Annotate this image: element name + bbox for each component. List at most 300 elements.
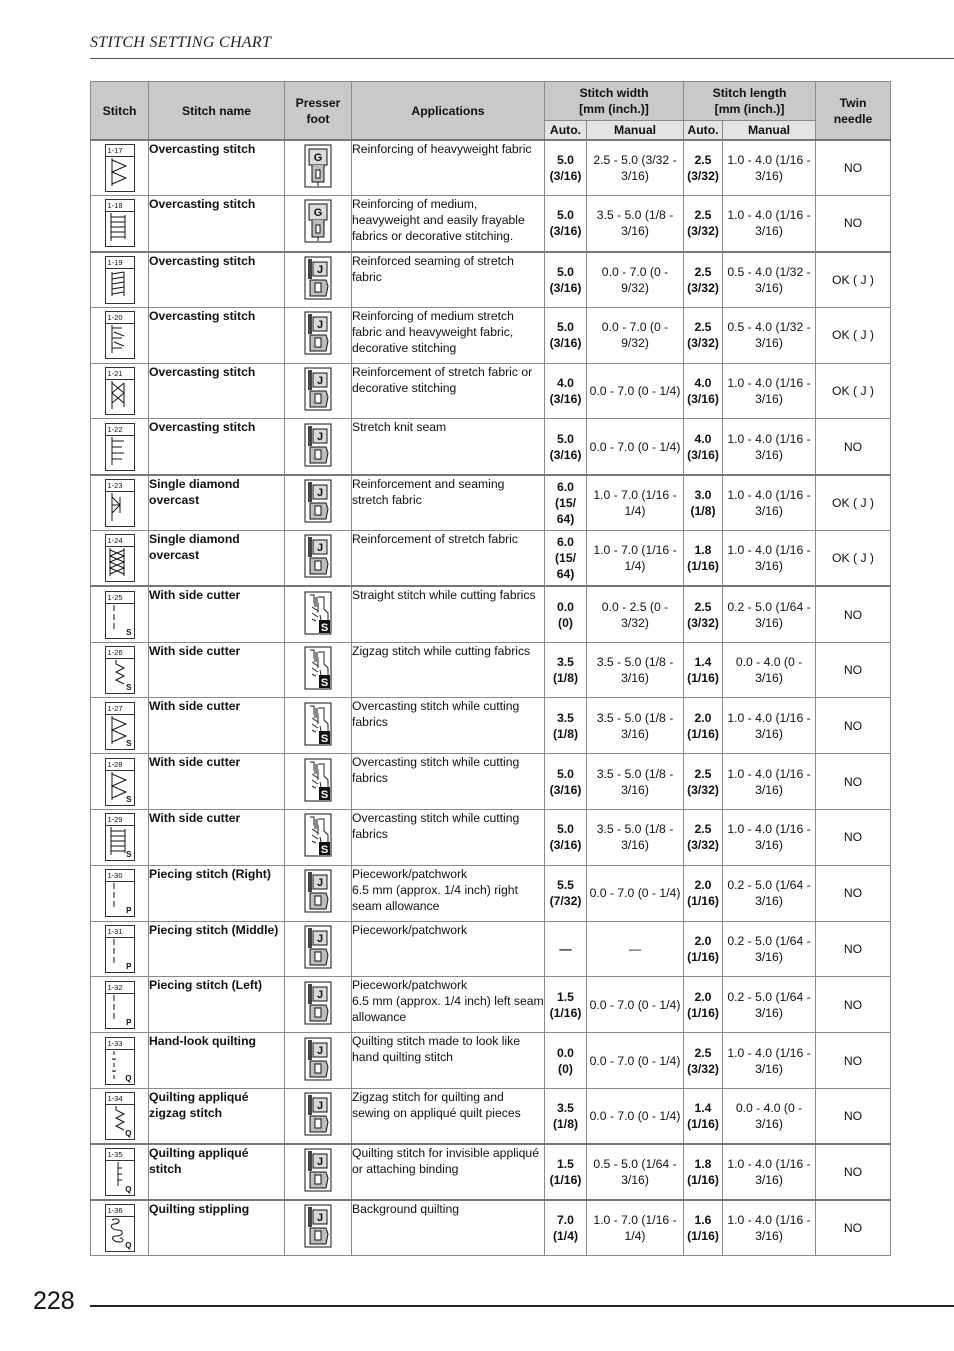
width-auto-value: 7.0 (1/4) — [545, 1200, 587, 1256]
stitch-suffix-letter: S — [126, 794, 132, 804]
stitch-suffix-letter: P — [126, 906, 132, 916]
svg-text:J: J — [316, 542, 324, 555]
table-row — [91, 586, 891, 642]
width-manual-value: 0.0 - 7.0 (0 - 1/4) — [587, 419, 684, 475]
length-manual-value: 1.0 - 4.0 (1/16 - 3/16) — [723, 531, 816, 587]
length-auto-value: 1.8 (1/16) — [684, 1144, 723, 1200]
svg-text:S: S — [320, 788, 329, 801]
stitch-code: 1-26 — [106, 647, 134, 659]
table-row — [91, 140, 891, 196]
table-row — [91, 865, 891, 921]
presser-foot-cell — [285, 865, 352, 921]
stitch-name: Piecing stitch (Middle) — [149, 921, 285, 977]
stitch-code: 1-32 — [106, 982, 134, 994]
width-auto-value: 6.0 (15/ 64) — [545, 531, 587, 587]
table-row — [91, 1144, 891, 1200]
width-auto-value: 6.0 (15/ 64) — [545, 475, 587, 531]
applications-text: Piecework/patchwork — [352, 921, 545, 977]
twin-needle-value: NO — [816, 586, 891, 642]
width-manual-value: 3.5 - 5.0 (1/8 - 3/16) — [587, 642, 684, 698]
stitch-pattern-icon — [105, 869, 135, 917]
length-manual-value: 1.0 - 4.0 (1/16 - 3/16) — [723, 1033, 816, 1089]
applications-text: Reinforcing of heavyweight fabric — [352, 140, 545, 196]
table-row — [91, 196, 891, 252]
presser-foot-cell — [285, 196, 352, 252]
length-auto-value: 2.0 (1/16) — [684, 698, 723, 754]
twin-needle-value: NO — [816, 1089, 891, 1145]
table-row — [91, 977, 891, 1033]
length-manual-value: 1.0 - 4.0 (1/16 - 3/16) — [723, 1200, 816, 1256]
presser-foot-cell — [285, 1033, 352, 1089]
applications-text: Overcasting stitch while cutting fabrics — [352, 810, 545, 866]
length-auto-value: 4.0 (3/16) — [684, 419, 723, 475]
table-row — [91, 307, 891, 363]
presser-foot-j-icon — [304, 869, 332, 913]
stitch-pattern-icon — [105, 591, 135, 639]
stitch-pattern-icon — [105, 925, 135, 973]
svg-text:G: G — [313, 207, 323, 220]
stitch-pattern-cell — [91, 977, 149, 1033]
twin-needle-value: OK ( J ) — [816, 531, 891, 587]
stitch-pattern-cell — [91, 1200, 149, 1256]
width-manual-value: 0.0 - 7.0 (0 - 1/4) — [587, 1089, 684, 1145]
width-manual-value: 3.5 - 5.0 (1/8 - 3/16) — [587, 810, 684, 866]
stitch-pattern-cell — [91, 475, 149, 531]
length-auto-value: 2.0 (1/16) — [684, 977, 723, 1033]
stitch-suffix-letter: Q — [125, 1129, 132, 1139]
stitch-pattern-icon — [105, 423, 135, 471]
presser-foot-j-icon — [304, 1204, 332, 1248]
svg-text:J: J — [316, 1212, 324, 1225]
applications-text: Reinforcement and seaming stretch fabric — [352, 475, 545, 531]
stitch-pattern-cell — [91, 921, 149, 977]
stitch-code: 1-23 — [106, 480, 134, 492]
width-auto-value: 5.0 (3/16) — [545, 252, 587, 308]
stitch-code: 1-22 — [106, 424, 134, 436]
stitch-code: 1-33 — [106, 1038, 134, 1050]
stitch-pattern-cell — [91, 865, 149, 921]
applications-text: Straight stitch while cutting fabrics — [352, 586, 545, 642]
length-manual-value: 1.0 - 4.0 (1/16 - 3/16) — [723, 140, 816, 196]
presser-foot-cell — [285, 419, 352, 475]
twin-needle-value: NO — [816, 921, 891, 977]
overcast-cross-pattern-icon — [108, 381, 130, 409]
twin-needle-value: NO — [816, 1144, 891, 1200]
length-auto-value: 1.4 (1/16) — [684, 642, 723, 698]
width-auto-value: 3.5 (1/8) — [545, 642, 587, 698]
svg-text:S: S — [320, 732, 329, 745]
stitch-name: Overcasting stitch — [149, 307, 285, 363]
twin-needle-value: NO — [816, 642, 891, 698]
presser-foot-j-icon — [304, 1092, 332, 1136]
twin-needle-value: OK ( J ) — [816, 307, 891, 363]
stitch-pattern-icon — [105, 199, 135, 247]
applications-text: Reinforcement of stretch fabric or decorative stitching — [352, 363, 545, 419]
width-auto-value: 5.0 (3/16) — [545, 419, 587, 475]
presser-foot-cell — [285, 977, 352, 1033]
stitch-suffix-letter: S — [126, 738, 132, 748]
stitch-pattern-cell — [91, 140, 149, 196]
stitch-name: With side cutter — [149, 810, 285, 866]
length-auto-value: 2.5 (3/32) — [684, 252, 723, 308]
applications-text: Reinforced seaming of stretch fabric — [352, 252, 545, 308]
col-header-applications: Applications — [352, 82, 545, 141]
stitch-code: 1-30 — [106, 870, 134, 882]
stitch-code: 1-36 — [106, 1205, 134, 1217]
width-auto-value: 5.0 (3/16) — [545, 140, 587, 196]
stitch-pattern-cell — [91, 1089, 149, 1145]
length-auto-value: 1.6 (1/16) — [684, 1200, 723, 1256]
width-auto-value: 5.5 (7/32) — [545, 865, 587, 921]
length-auto-value: 2.5 (3/32) — [684, 307, 723, 363]
svg-text:J: J — [316, 430, 324, 443]
twin-needle-value: NO — [816, 196, 891, 252]
svg-text:J: J — [316, 877, 324, 890]
overcast-ladder-pattern-icon — [108, 213, 130, 241]
stitch-name: Single diamond overcast — [149, 531, 285, 587]
presser-foot-j-icon — [304, 534, 332, 578]
twin-needle-value: NO — [816, 419, 891, 475]
svg-text:J: J — [316, 1156, 324, 1169]
table-row — [91, 531, 891, 587]
table-row — [91, 1033, 891, 1089]
stitch-name: Overcasting stitch — [149, 196, 285, 252]
length-auto-value: 2.5 (3/32) — [684, 140, 723, 196]
width-manual-value: — — [587, 921, 684, 977]
stitch-name: Piecing stitch (Left) — [149, 977, 285, 1033]
length-manual-value: 1.0 - 4.0 (1/16 - 3/16) — [723, 754, 816, 810]
stitch-suffix-letter: P — [126, 962, 132, 972]
stitch-code: 1-31 — [106, 926, 134, 938]
width-auto-value: 3.5 (1/8) — [545, 698, 587, 754]
stitch-code: 1-27 — [106, 703, 134, 715]
width-auto-value: 5.0 (3/16) — [545, 810, 587, 866]
table-row — [91, 1089, 891, 1145]
presser-foot-cell — [285, 363, 352, 419]
presser-foot-j-icon — [304, 479, 332, 523]
length-auto-value: 2.0 (1/16) — [684, 921, 723, 977]
overcast-v-pattern-icon — [108, 158, 130, 186]
width-manual-value: 0.0 - 7.0 (0 - 1/4) — [587, 865, 684, 921]
col-header-length-auto: Auto. — [684, 121, 723, 141]
length-auto-value: 3.0 (1/8) — [684, 475, 723, 531]
table-body — [91, 140, 891, 1256]
presser-foot-j-icon — [304, 981, 332, 1025]
width-manual-value: 0.0 - 7.0 (0 - 9/32) — [587, 252, 684, 308]
width-manual-value: 3.5 - 5.0 (1/8 - 3/16) — [587, 698, 684, 754]
stitch-pattern-cell — [91, 252, 149, 308]
stitch-suffix-letter: Q — [125, 1073, 132, 1083]
presser-foot-cell — [285, 698, 352, 754]
width-auto-value: 1.5 (1/16) — [545, 1144, 587, 1200]
stitch-name: Piecing stitch (Right) — [149, 865, 285, 921]
twin-needle-value: NO — [816, 1033, 891, 1089]
twin-needle-value: NO — [816, 810, 891, 866]
svg-text:S: S — [320, 844, 329, 857]
twin-needle-value: NO — [816, 140, 891, 196]
stitch-setting-table — [90, 81, 891, 1256]
stitch-name: Overcasting stitch — [149, 419, 285, 475]
stitch-name: With side cutter — [149, 586, 285, 642]
width-manual-value: 0.0 - 7.0 (0 - 1/4) — [587, 1033, 684, 1089]
width-manual-value: 0.5 - 5.0 (1/64 - 3/16) — [587, 1144, 684, 1200]
presser-foot-cell — [285, 754, 352, 810]
width-auto-value: 1.5 (1/16) — [545, 977, 587, 1033]
applications-text: Quilting stitch made to look like hand quilting stitch — [352, 1033, 545, 1089]
stitch-suffix-letter: Q — [125, 1241, 132, 1251]
stitch-suffix-letter: Q — [125, 1185, 132, 1195]
stitch-pattern-cell — [91, 754, 149, 810]
width-auto-value: — — [545, 921, 587, 977]
length-manual-value: 1.0 - 4.0 (1/16 - 3/16) — [723, 698, 816, 754]
length-manual-value: 0.2 - 5.0 (1/64 - 3/16) — [723, 977, 816, 1033]
stitch-pattern-cell — [91, 586, 149, 642]
width-auto-value: 4.0 (3/16) — [545, 363, 587, 419]
length-auto-value: 2.0 (1/16) — [684, 865, 723, 921]
stitch-name: With side cutter — [149, 642, 285, 698]
applications-text: Quilting stitch for invisible appliqué or attaching binding — [352, 1144, 545, 1200]
length-manual-value: 0.0 - 4.0 (0 - 3/16) — [723, 642, 816, 698]
svg-text:J: J — [316, 933, 324, 946]
twin-needle-value: OK ( J ) — [816, 475, 891, 531]
stitch-pattern-icon — [105, 758, 135, 806]
width-manual-value: 0.0 - 7.0 (0 - 1/4) — [587, 363, 684, 419]
length-manual-value: 1.0 - 4.0 (1/16 - 3/16) — [723, 1144, 816, 1200]
side-cutter-s-icon — [304, 702, 332, 746]
stitch-pattern-icon — [105, 534, 135, 582]
stitch-pattern-icon — [105, 1092, 135, 1140]
stitch-code: 1-20 — [106, 312, 134, 324]
stitch-code: 1-28 — [106, 759, 134, 771]
length-auto-value: 2.5 (3/32) — [684, 196, 723, 252]
twin-needle-value: OK ( J ) — [816, 363, 891, 419]
applications-text: Overcasting stitch while cutting fabrics — [352, 754, 545, 810]
twin-needle-value: NO — [816, 1200, 891, 1256]
width-auto-value: 5.0 (3/16) — [545, 196, 587, 252]
applications-text: Reinforcing of medium stretch fabric and heavyweight fabric, decorative stitching — [352, 307, 545, 363]
length-manual-value: 1.0 - 4.0 (1/16 - 3/16) — [723, 419, 816, 475]
svg-text:J: J — [316, 1100, 324, 1113]
applications-text: Reinforcement of stretch fabric — [352, 531, 545, 587]
table-row — [91, 419, 891, 475]
width-auto-value: 5.0 (3/16) — [545, 307, 587, 363]
stitch-name: Single diamond overcast — [149, 475, 285, 531]
stitch-pattern-cell — [91, 363, 149, 419]
presser-foot-g-icon — [304, 199, 332, 243]
stitch-pattern-icon — [105, 1148, 135, 1196]
stitch-pattern-cell — [91, 1033, 149, 1089]
svg-text:J: J — [316, 375, 324, 388]
presser-foot-j-icon — [304, 367, 332, 411]
length-manual-value: 0.2 - 5.0 (1/64 - 3/16) — [723, 865, 816, 921]
width-manual-value: 3.5 - 5.0 (1/8 - 3/16) — [587, 196, 684, 252]
presser-foot-j-icon — [304, 925, 332, 969]
width-manual-value: 0.0 - 2.5 (0 - 3/32) — [587, 586, 684, 642]
presser-foot-cell — [285, 1144, 352, 1200]
width-manual-value: 0.0 - 7.0 (0 - 9/32) — [587, 307, 684, 363]
stitch-pattern-icon — [105, 367, 135, 415]
applications-text: Reinforcing of medium, heavyweight and easily frayable fabrics or decorative stitching. — [352, 196, 545, 252]
stitch-name: Overcasting stitch — [149, 252, 285, 308]
applications-text: Overcasting stitch while cutting fabrics — [352, 698, 545, 754]
col-header-twin-needle: Twin needle — [816, 82, 891, 141]
stitch-pattern-icon — [105, 646, 135, 694]
stitch-suffix-letter: S — [126, 850, 132, 860]
presser-foot-j-icon — [304, 311, 332, 355]
stitch-name: Quilting appliqué zigzag stitch — [149, 1089, 285, 1145]
footer-rule — [90, 1305, 954, 1307]
stitch-code: 1-18 — [106, 200, 134, 212]
diamond-double-pattern-icon — [108, 548, 130, 576]
stitch-pattern-icon — [105, 813, 135, 861]
stitch-suffix-letter: S — [126, 683, 132, 693]
stitch-pattern-cell — [91, 307, 149, 363]
overcast-comb-pattern-icon — [108, 270, 130, 298]
svg-text:J: J — [316, 319, 324, 332]
col-header-stitch: Stitch — [91, 82, 149, 141]
length-auto-value: 2.5 (3/32) — [684, 754, 723, 810]
width-auto-value: 0.0 (0) — [545, 1033, 587, 1089]
stitch-code: 1-29 — [106, 814, 134, 826]
col-header-length-manual: Manual — [723, 121, 816, 141]
presser-foot-cell — [285, 531, 352, 587]
width-auto-value: 3.5 (1/8) — [545, 1089, 587, 1145]
stitch-name: Hand-look quilting — [149, 1033, 285, 1089]
stitch-code: 1-19 — [106, 257, 134, 269]
length-auto-value: 2.5 (3/32) — [684, 810, 723, 866]
col-header-stitch-length: Stitch length [mm (inch.)] — [684, 82, 816, 121]
svg-text:J: J — [316, 486, 324, 499]
width-manual-value: 3.5 - 5.0 (1/8 - 3/16) — [587, 754, 684, 810]
length-auto-value: 2.5 (3/32) — [684, 586, 723, 642]
stitch-pattern-icon — [105, 1204, 135, 1252]
overcast-dotted-pattern-icon — [108, 325, 130, 353]
col-header-presser-foot: Presser foot — [285, 82, 352, 141]
overcast-ee-pattern-icon — [108, 437, 130, 465]
presser-foot-cell — [285, 642, 352, 698]
presser-foot-cell — [285, 1089, 352, 1145]
twin-needle-value: NO — [816, 754, 891, 810]
table-row — [91, 810, 891, 866]
presser-foot-j-icon — [304, 423, 332, 467]
presser-foot-cell — [285, 921, 352, 977]
side-cutter-s-icon — [304, 813, 332, 857]
presser-foot-cell — [285, 810, 352, 866]
table-row — [91, 475, 891, 531]
stitch-pattern-cell — [91, 531, 149, 587]
length-manual-value: 0.2 - 5.0 (1/64 - 3/16) — [723, 921, 816, 977]
stitch-code: 1-25 — [106, 592, 134, 604]
length-manual-value: 1.0 - 4.0 (1/16 - 3/16) — [723, 363, 816, 419]
table-row — [91, 252, 891, 308]
presser-foot-cell — [285, 307, 352, 363]
page-number: 228 — [33, 1287, 75, 1315]
length-manual-value: 1.0 - 4.0 (1/16 - 3/16) — [723, 475, 816, 531]
presser-foot-cell — [285, 140, 352, 196]
stitch-suffix-letter: P — [126, 1017, 132, 1027]
width-manual-value: 1.0 - 7.0 (1/16 - 1/4) — [587, 531, 684, 587]
length-auto-value: 2.5 (3/32) — [684, 1033, 723, 1089]
stitch-pattern-cell — [91, 810, 149, 866]
table-row — [91, 921, 891, 977]
length-manual-value: 1.0 - 4.0 (1/16 - 3/16) — [723, 196, 816, 252]
width-manual-value: 1.0 - 7.0 (1/16 - 1/4) — [587, 1200, 684, 1256]
col-header-stitch-width: Stitch width [mm (inch.)] — [545, 82, 684, 121]
table-row — [91, 642, 891, 698]
applications-text: Zigzag stitch for quilting and sewing on appliqué quilt pieces — [352, 1089, 545, 1145]
length-manual-value: 1.0 - 4.0 (1/16 - 3/16) — [723, 810, 816, 866]
table-row — [91, 1200, 891, 1256]
col-header-width-manual: Manual — [587, 121, 684, 141]
applications-text: Piecework/patchwork 6.5 mm (approx. 1/4 inch) left seam allowance — [352, 977, 545, 1033]
col-header-width-auto: Auto. — [545, 121, 587, 141]
stitch-code: 1-35 — [106, 1149, 134, 1161]
applications-text: Stretch knit seam — [352, 419, 545, 475]
presser-foot-j-icon — [304, 1148, 332, 1192]
svg-text:J: J — [316, 1044, 324, 1057]
stitch-pattern-icon — [105, 1037, 135, 1085]
side-cutter-s-icon — [304, 646, 332, 690]
stitch-name: Overcasting stitch — [149, 140, 285, 196]
svg-text:S: S — [320, 621, 329, 634]
stitch-name: Quilting stippling — [149, 1200, 285, 1256]
stitch-name: With side cutter — [149, 698, 285, 754]
header-rule — [90, 58, 954, 59]
svg-text:J: J — [316, 263, 324, 276]
length-auto-value: 4.0 (3/16) — [684, 363, 723, 419]
stitch-pattern-icon — [105, 256, 135, 304]
stitch-pattern-icon — [105, 702, 135, 750]
stitch-code: 1-21 — [106, 368, 134, 380]
twin-needle-value: NO — [816, 865, 891, 921]
running-title: STITCH SETTING CHART — [90, 34, 272, 51]
length-auto-value: 1.4 (1/16) — [684, 1089, 723, 1145]
stitch-pattern-icon — [105, 144, 135, 192]
diamond-single-pattern-icon — [108, 493, 130, 521]
applications-text: Zigzag stitch while cutting fabrics — [352, 642, 545, 698]
twin-needle-value: OK ( J ) — [816, 252, 891, 308]
svg-text:G: G — [313, 152, 323, 165]
width-auto-value: 5.0 (3/16) — [545, 754, 587, 810]
stitch-pattern-icon — [105, 479, 135, 527]
twin-needle-value: NO — [816, 698, 891, 754]
stitch-pattern-cell — [91, 196, 149, 252]
stitch-code: 1-34 — [106, 1093, 134, 1105]
twin-needle-value: NO — [816, 977, 891, 1033]
table-row — [91, 754, 891, 810]
stitch-pattern-icon — [105, 981, 135, 1029]
stitch-name: With side cutter — [149, 754, 285, 810]
stitch-pattern-cell — [91, 642, 149, 698]
stitch-code: 1-17 — [106, 145, 134, 157]
stitch-suffix-letter: S — [126, 627, 132, 637]
presser-foot-cell — [285, 586, 352, 642]
svg-text:J: J — [316, 988, 324, 1001]
presser-foot-j-icon — [304, 256, 332, 300]
presser-foot-cell — [285, 475, 352, 531]
presser-foot-j-icon — [304, 1037, 332, 1081]
svg-text:S: S — [320, 677, 329, 690]
width-manual-value: 0.0 - 7.0 (0 - 1/4) — [587, 977, 684, 1033]
applications-text: Piecework/patchwork 6.5 mm (approx. 1/4 inch) right seam allowance — [352, 865, 545, 921]
width-auto-value: 0.0 (0) — [545, 586, 587, 642]
stitch-pattern-icon — [105, 311, 135, 359]
width-manual-value: 2.5 - 5.0 (3/32 - 3/16) — [587, 140, 684, 196]
stitch-pattern-cell — [91, 698, 149, 754]
length-manual-value: 0.5 - 4.0 (1/32 - 3/16) — [723, 252, 816, 308]
presser-foot-g-icon — [304, 144, 332, 188]
table-row — [91, 698, 891, 754]
